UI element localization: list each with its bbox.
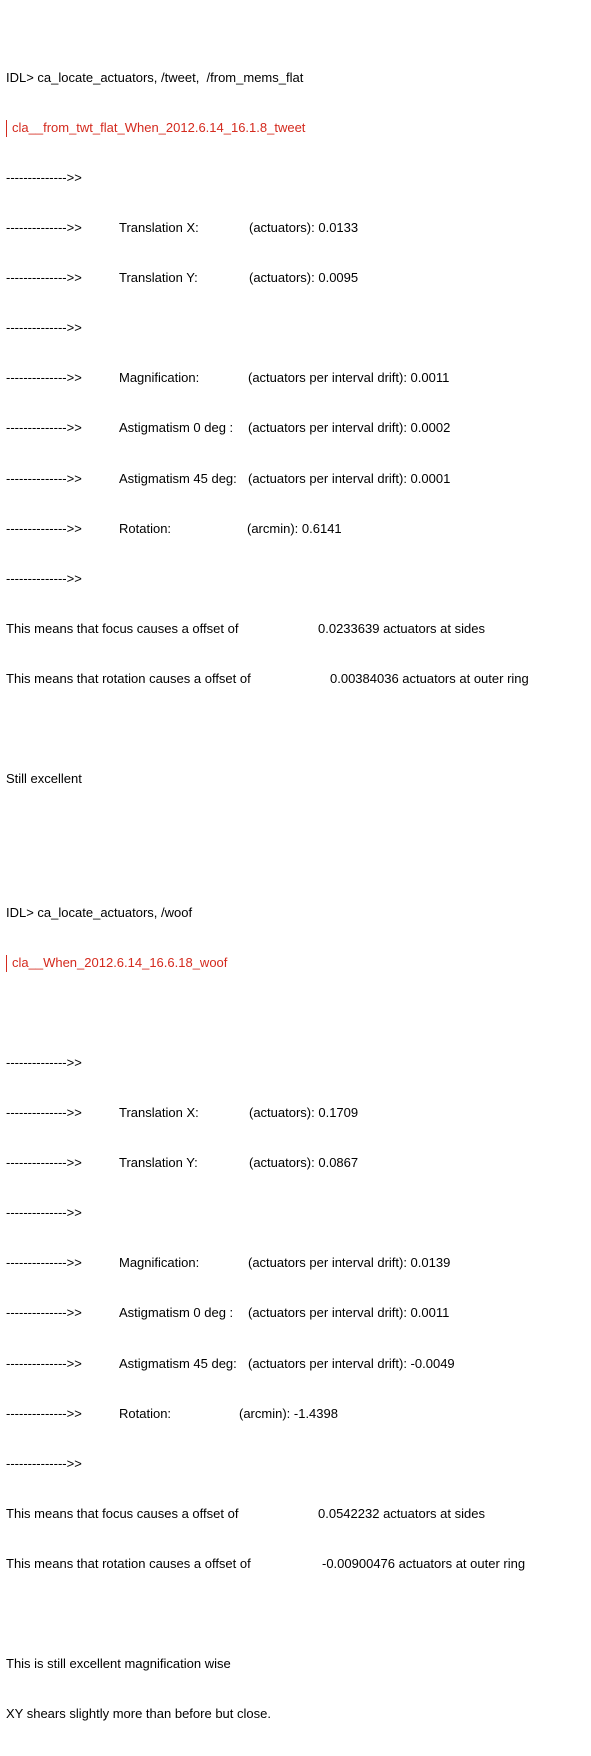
rotation-value: (arcmin): -1.4398 (239, 1405, 338, 1421)
translation-y-label: Translation Y: (119, 270, 198, 286)
focus-offset-text: This means that focus causes a offset of (6, 1505, 239, 1521)
blank-line (6, 721, 586, 738)
astigmatism-45-value: (actuators per interval drift): 0.0001 (248, 470, 451, 486)
arrow-marker: -------------->> (6, 470, 82, 486)
magnification-label: Magnification: (119, 370, 200, 386)
rotation-value: (arcmin): 0.6141 (247, 520, 342, 536)
arrow-line: -------------->> (6, 1205, 82, 1221)
rotation-label: Rotation: (119, 520, 172, 536)
translation-y-value: (actuators): 0.0095 (249, 270, 359, 286)
arrow-marker: -------------->> (6, 1105, 82, 1121)
arrow-line: -------------->> (6, 170, 82, 185)
astigmatism-45-label: Astigmatism 45 deg: (119, 1355, 237, 1371)
astigmatism-0-value: (actuators per interval drift): 0.0011 (248, 1305, 450, 1321)
magnification-value: (actuators per interval drift): 0.0011 (248, 370, 450, 386)
blank-line (6, 1005, 586, 1022)
output-file-name: cla__from_twt_flat_When_2012.6.14_16.1.8_tweet (6, 120, 586, 137)
astigmatism-0-line (6, 420, 586, 437)
rotation-offset-text: This means that rotation causes a offset of (6, 1555, 251, 1571)
translation-x-value: (actuators): 0.1709 (249, 1105, 359, 1121)
arrow-line: -------------->> (6, 1455, 82, 1471)
rotation-line (6, 521, 586, 538)
blank-line (6, 1606, 586, 1623)
arrow-line: -------------->> (6, 570, 82, 586)
rotation-line (6, 1406, 586, 1423)
focus-offset-value: 0.0233639 actuators at sides (318, 620, 485, 636)
translation-x-label: Translation X: (119, 1105, 199, 1121)
output-file-name: cla__When_2012.6.14_16.6.18_woof (6, 955, 586, 972)
focus-offset-value: 0.0542232 actuators at sides (318, 1505, 485, 1521)
idl-command-line: IDL> ca_locate_actuators, /woof (6, 904, 193, 920)
translation-x-line (6, 220, 586, 237)
arrow-marker: -------------->> (6, 370, 82, 386)
magnification-label: Magnification: (119, 1255, 200, 1271)
translation-y-value: (actuators): 0.0867 (249, 1155, 359, 1171)
arrow-marker: -------------->> (6, 220, 82, 236)
rotation-label: Rotation: (119, 1405, 172, 1421)
magnification-line (6, 1255, 586, 1272)
arrow-marker: -------------->> (6, 1405, 82, 1421)
comment-line: Still excellent (6, 771, 82, 787)
focus-offset-line (6, 1506, 586, 1523)
focus-offset-text: This means that focus causes a offset of (6, 620, 239, 636)
translation-y-line (6, 1155, 586, 1172)
astigmatism-45-label: Astigmatism 45 deg: (119, 470, 237, 486)
translation-y-line (6, 270, 586, 287)
arrow-marker: -------------->> (6, 420, 82, 436)
rotation-offset-text: This means that rotation causes a offset of (6, 670, 251, 686)
translation-x-label: Translation X: (119, 220, 199, 236)
arrow-marker: -------------->> (6, 270, 82, 286)
magnification-value: (actuators per interval drift): 0.0139 (248, 1255, 451, 1271)
astigmatism-45-value: (actuators per interval drift): -0.0049 (248, 1355, 455, 1371)
astigmatism-45-line (6, 1356, 586, 1373)
focus-offset-line (6, 621, 586, 638)
console-output (6, 3, 586, 1756)
astigmatism-0-value: (actuators per interval drift): 0.0002 (248, 420, 451, 436)
rotation-offset-value: 0.00384036 actuators at outer ring (330, 670, 529, 686)
arrow-marker: -------------->> (6, 520, 82, 536)
translation-x-value: (actuators): 0.0133 (249, 220, 359, 236)
translation-x-line (6, 1105, 586, 1122)
rotation-offset-line (6, 1556, 586, 1573)
arrow-marker: -------------->> (6, 1155, 82, 1171)
rotation-offset-value: -0.00900476 actuators at outer ring (322, 1555, 526, 1571)
blank-line (6, 821, 586, 838)
astigmatism-0-line (6, 1305, 586, 1322)
astigmatism-0-label: Astigmatism 0 deg : (119, 420, 234, 436)
comment-line: XY shears slightly more than before but close. (6, 1706, 271, 1722)
magnification-line (6, 370, 586, 387)
astigmatism-45-line (6, 471, 586, 488)
arrow-marker: -------------->> (6, 1355, 82, 1371)
astigmatism-0-label: Astigmatism 0 deg : (119, 1305, 234, 1321)
translation-y-label: Translation Y: (119, 1155, 198, 1171)
rotation-offset-line (6, 671, 586, 688)
arrow-line: -------------->> (6, 320, 82, 336)
idl-command-line: IDL> ca_locate_actuators, /tweet, /from_mems_flat (6, 69, 304, 85)
arrow-marker: -------------->> (6, 1305, 82, 1321)
comment-line: This is still excellent magnification wise (6, 1656, 231, 1672)
arrow-marker: -------------->> (6, 1255, 82, 1271)
arrow-line: -------------->> (6, 1055, 82, 1070)
